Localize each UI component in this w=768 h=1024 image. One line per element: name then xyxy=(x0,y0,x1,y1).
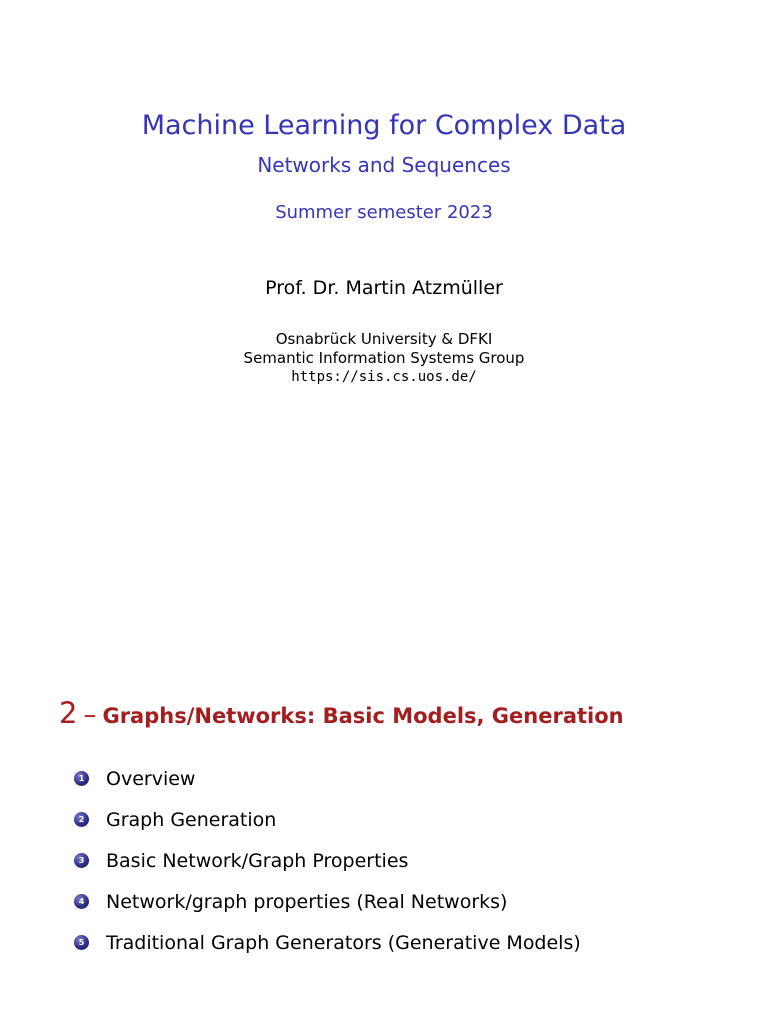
section-number: 2 xyxy=(59,696,78,730)
toc-item-label: Traditional Graph Generators (Generative Models) xyxy=(106,931,581,954)
numbered-bullet-icon: 1 xyxy=(74,771,89,786)
institution-name: Osnabrück University & DFKI xyxy=(275,330,493,348)
author-name: Prof. Dr. Martin Atzmüller xyxy=(265,277,503,299)
numbered-bullet-icon: 3 xyxy=(74,853,89,868)
numbered-bullet-icon: 5 xyxy=(74,935,89,950)
document-subtitle: Networks and Sequences xyxy=(257,153,511,177)
semester-label: Summer semester 2023 xyxy=(275,202,493,223)
toc-item-label: Overview xyxy=(106,767,196,790)
toc-item xyxy=(74,881,581,922)
toc-item xyxy=(74,758,581,799)
numbered-bullet-icon: 4 xyxy=(74,894,89,909)
toc-item-label: Basic Network/Graph Properties xyxy=(106,849,409,872)
toc-item xyxy=(74,840,581,881)
section-title: Graphs/Networks: Basic Models, Generation xyxy=(102,704,624,728)
table-of-contents xyxy=(74,758,581,963)
toc-item-label: Graph Generation xyxy=(106,808,277,831)
toc-item xyxy=(74,922,581,963)
section-dash: – xyxy=(83,700,97,730)
toc-item xyxy=(74,799,581,840)
section-heading xyxy=(59,696,624,730)
group-url[interactable]: https://sis.cs.uos.de/ xyxy=(291,369,477,385)
document-title: Machine Learning for Complex Data xyxy=(141,110,627,141)
group-name: Semantic Information Systems Group xyxy=(243,349,525,367)
toc-item-label: Network/graph properties (Real Networks) xyxy=(106,890,508,913)
numbered-bullet-icon: 2 xyxy=(74,812,89,827)
